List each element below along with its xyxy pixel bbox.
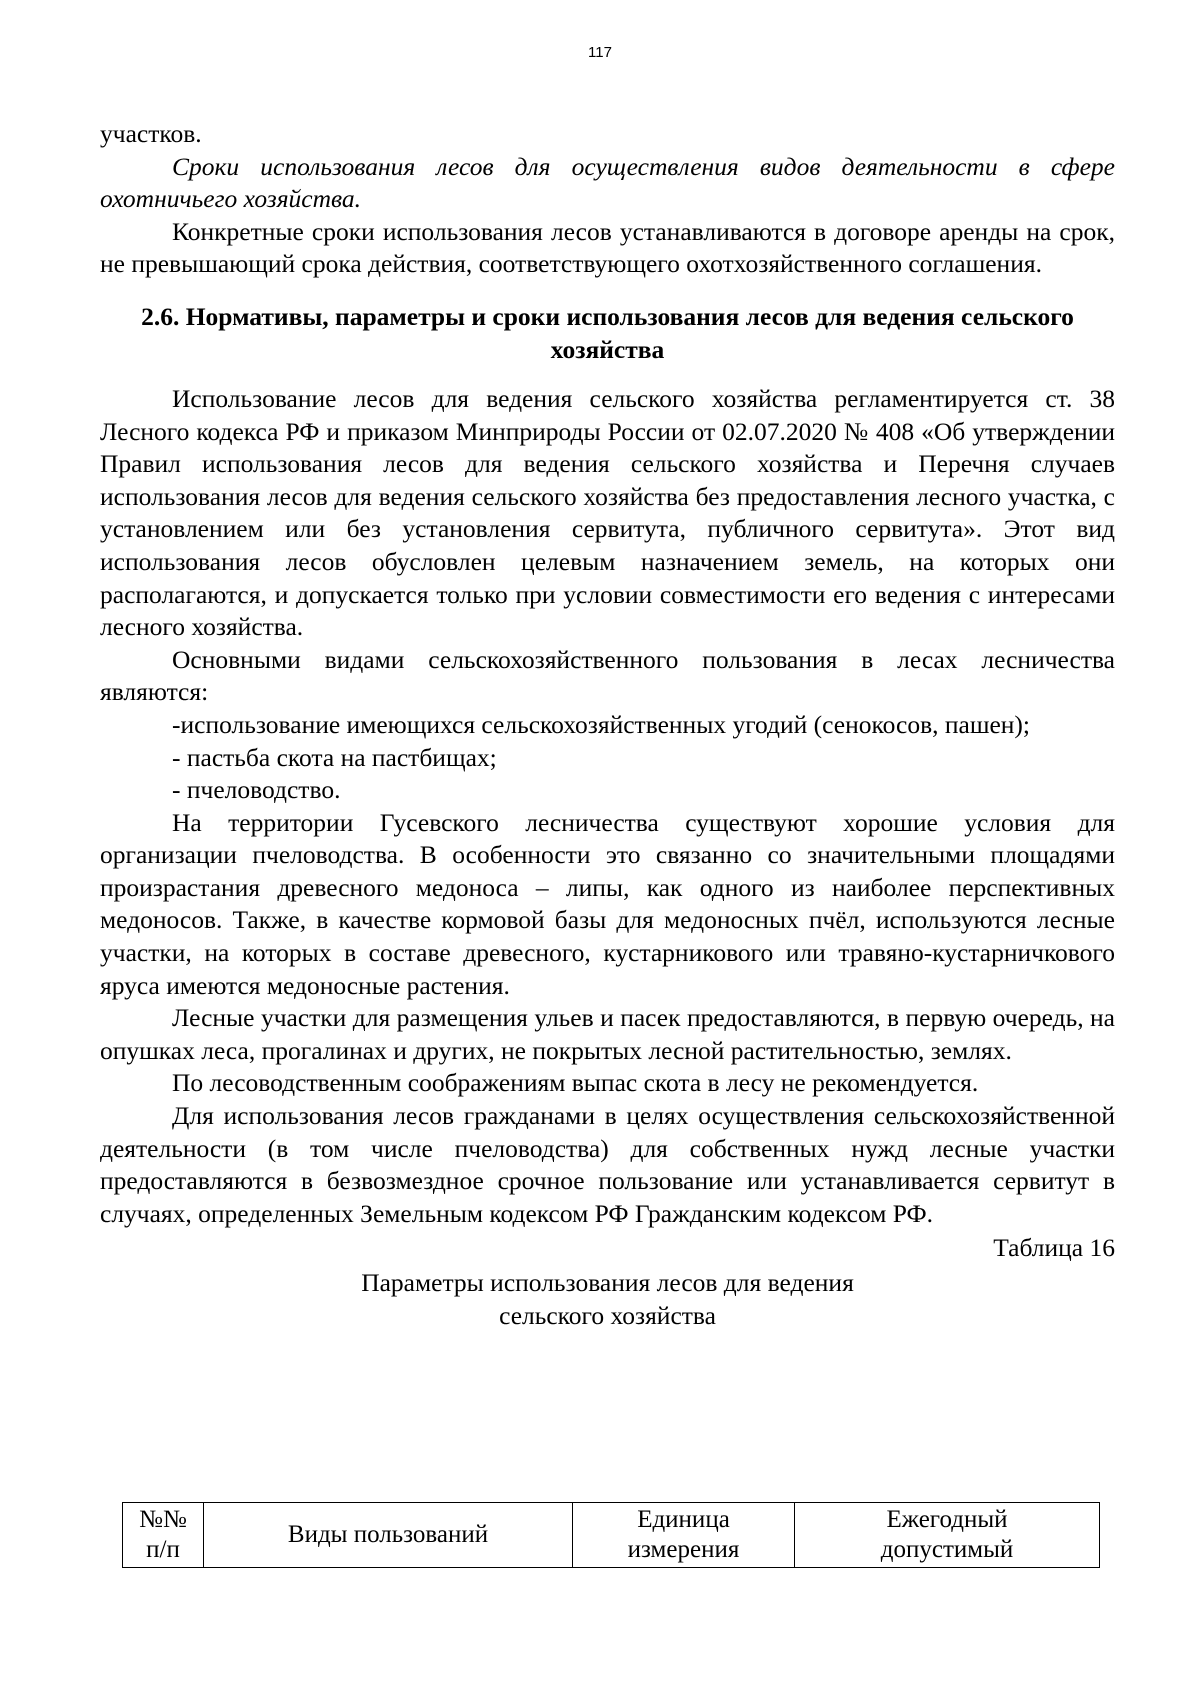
header-annual-line1: Ежегодный	[886, 1506, 1008, 1533]
table-title-line2: сельского хозяйства	[499, 1300, 716, 1330]
list-item-lands: -использование имеющихся сельскохозяйственных угодий (сенокосов, пашен);	[172, 709, 1030, 739]
paragraph-hunting-terms-title: Сроки использования лесов для осуществления видов деятельности в сфере охотничьего хозяйства.	[100, 151, 1115, 214]
document-body	[100, 118, 1115, 1332]
table-label: Таблица 16	[993, 1233, 1115, 1263]
header-annual-line2: допустимый	[880, 1536, 1014, 1563]
header-number	[123, 1503, 204, 1568]
paragraph-regulation: Использование лесов для ведения сельского хозяйства регламентируется ст. 38 Лесного кодекса РФ и приказом Минприроды России от 02.07.2020 № 408 «Об утверждении Правил использования лесов для ведения сельского хозяйства и Перечня случаев использования лесов для ведения сельского хозяйства без предоставления лесного участка, с установлением или без установления сервитута, публичного сервитута». Этот вид использования лесов обусловлен целевым назначением земель, на которых они располагаются, и допускается только при условии совместимости его ведения с интересами лесного хозяйства.	[100, 383, 1115, 642]
header-number-line2: п/п	[146, 1536, 180, 1563]
list-item-beekeeping: - пчеловодство.	[172, 775, 341, 805]
parameters-table	[122, 1502, 1100, 1568]
table-header-row	[123, 1503, 1100, 1568]
paragraph-hive-placement: Лесные участки для размещения ульев и пасек предоставляются, в первую очередь, на опушках леса, прогалинах и других, не покрытых лесной растительностью, землях.	[100, 1003, 1115, 1065]
header-unit-line1: Единица	[637, 1506, 730, 1533]
header-usage-types: Виды пользований	[204, 1503, 573, 1568]
section-heading-text: 2.6. Нормативы, параметры и сроки использования лесов для ведения сельского хозяйства	[141, 301, 1074, 364]
header-number-line1: №№	[139, 1506, 187, 1533]
header-annual	[795, 1503, 1100, 1568]
list-item-grazing: - пастьба скота на пастбищах;	[172, 742, 497, 772]
paragraph-continuation: участков.	[100, 119, 202, 148]
paragraph-citizens-use: Для использования лесов гражданами в целях осуществления сельскохозяйственной деятельности (в том числе пчеловодства) для собственных нужд лесные участки предоставляются в безвозмездное срочное пользование или устанавливается сервитут в случаях, определенных Земельным кодексом РФ Гражданским кодексом РФ.	[100, 1101, 1115, 1228]
paragraph-grazing-note: По лесоводственным соображениям выпас скота в лесу не рекомендуется.	[172, 1068, 979, 1098]
paragraph-hunting-terms: Конкретные сроки использования лесов устанавливаются в договоре аренды на срок, не превышающий срока действия, соответствующего охотхозяйственного соглашения.	[100, 216, 1115, 279]
table-title	[100, 1267, 1115, 1332]
paragraph-main-types: Основными видами сельскохозяйственного пользования в лесах лесничества являются:	[100, 644, 1115, 707]
table-title-line1: Параметры использования лесов для ведения	[361, 1268, 854, 1297]
header-unit	[573, 1503, 795, 1568]
paragraph-gusev-beekeeping: На территории Гусевского лесничества существуют хорошие условия для организации пчеловодства. В особенности это связанно со значительными площадями произрастания древесного медоноса – липы, как одного из наиболее перспективных медоносов. Также, в качестве кормовой базы для медоносных пчёл, используются лесные участки, на которых в составе древесного, кустарникового или травяно-кустарничкового яруса имеются медоносные растения.	[100, 807, 1115, 1000]
section-heading	[100, 300, 1115, 366]
header-unit-line2: измерения	[627, 1536, 740, 1563]
page-number: 117	[588, 44, 612, 61]
